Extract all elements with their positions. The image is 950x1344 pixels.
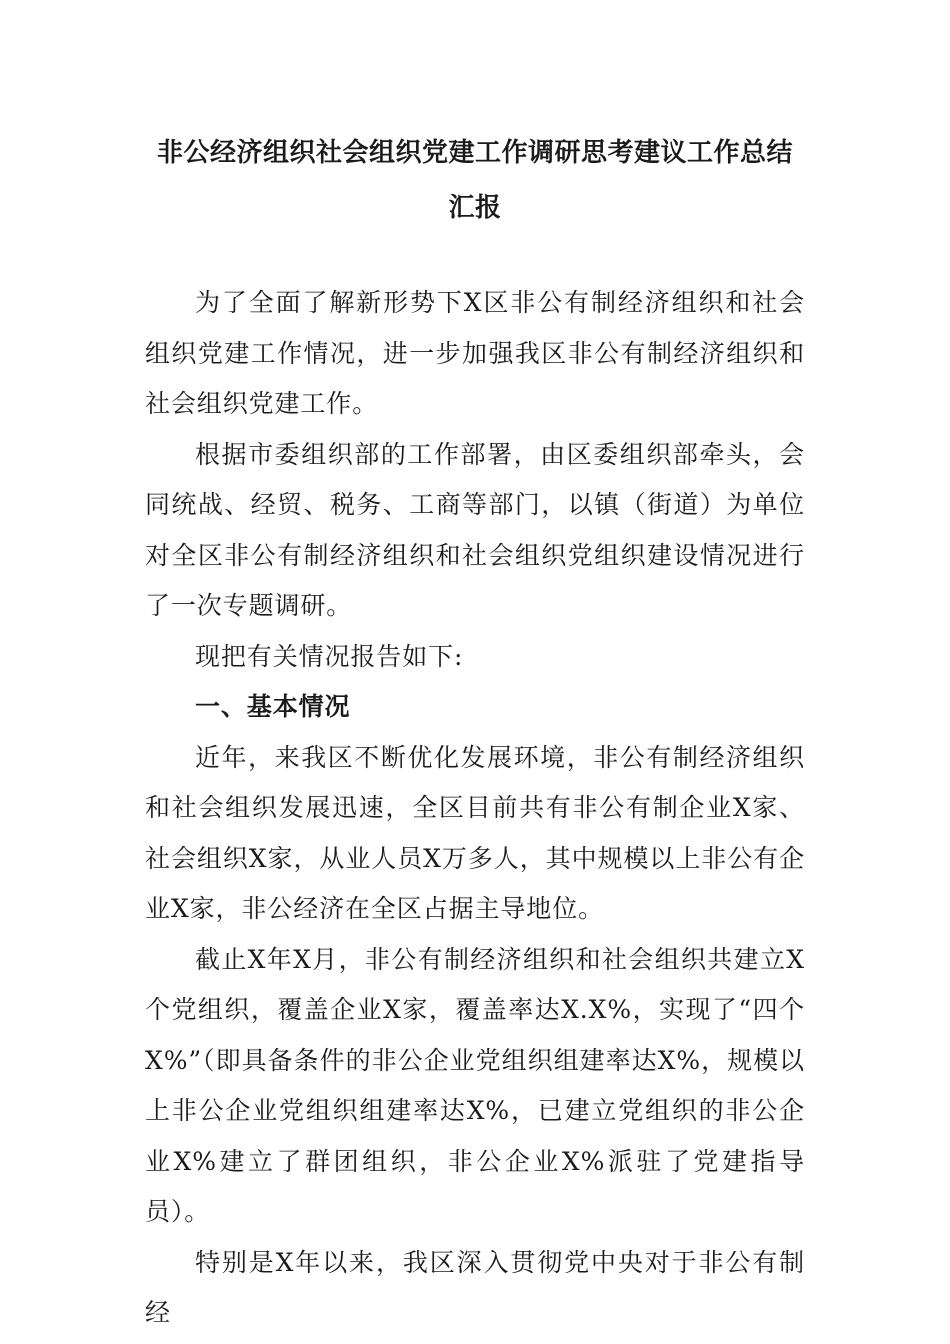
paragraph-intro: 现把有关情况报告如下: — [195, 641, 464, 671]
paragraph-since-year: 特别是X年以来，我区深入贯彻党中央对于非公有制经 — [145, 1247, 805, 1327]
document-title: 非公经济组织社会组织党建工作调研思考建议工作总结汇报 — [156, 138, 793, 223]
paragraph-method: 根据市委组织部的工作部署，由区委组织部牵头，会同统战、经贸、税务、工商等部门，以镇（街道）为单位对全区非公有制经济组织和社会组织党组织建设情况进行了一次专题调研。 — [145, 439, 805, 620]
paragraph-purpose: 为了全面了解新形势下X区非公有制经济组织和社会组织党建工作情况，进一步加强我区非公有制经济组织和社会组织党建工作。 — [145, 288, 805, 418]
section-heading-basic-situation: 一、基本情况 — [195, 692, 351, 721]
document-body — [145, 278, 805, 1339]
paragraph-development: 近年，来我区不断优化发展环境，非公有制经济组织和社会组织发展迅速，全区目前共有非公有制企业X家、社会组织X家，从业人员X万多人，其中规模以上非公有企业X家，非公经济在全区占据主导地位。 — [145, 742, 805, 923]
paragraph-coverage: 截止X年X月，非公有制经济组织和社会组织共建立X个党组织，覆盖企业X家，覆盖率达X.X%，实现了“四个X%”（即具备条件的非公企业党组织组建率达X%，规模以上非公企业党组织组建率达X%，已建立党组织的非公企业X%建立了群团组织，非公企业X%派驻了党建指导员）。 — [145, 944, 805, 1226]
